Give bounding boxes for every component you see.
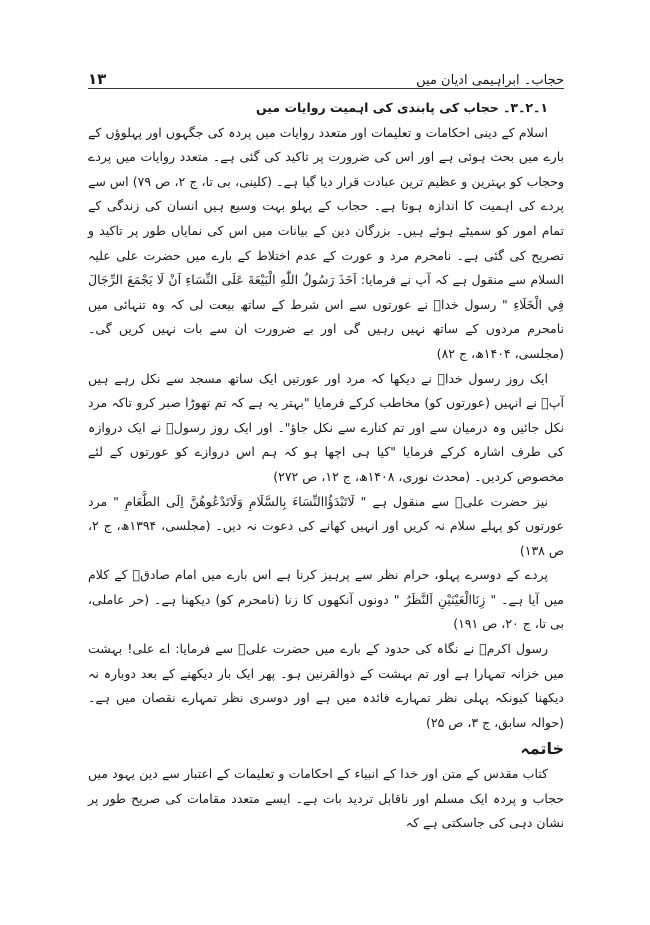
paragraph-4: پردے کے دوسرے پہلو، حرام نظر سے پرہیز کرنا ہے اس بارے میں امام صادقؑ کے کلام میں آیا ہے۔ " زِنَاالْعَيْنَيْنِ اَلنَّظَرُ " دونوں آنکھوں کا زنا (نامحرم کو) دیکھنا ہے۔ (حر عاملی، بی تا، ج ۲۰، ص ۱۹۱) [88, 567, 564, 632]
page-number: ۱۳ [88, 70, 107, 88]
paragraph-5: رسول اکرمؐ نے نگاہ کی حدود کے بارے میں حضرت علیؑ سے فرمایا: اے علی! بہشت میں خزانہ تمہارا ہے اور تم بہشت کے ذوالقرنین ہو۔ پھر ایک بار دیکھنے کے بعد دوبارہ نہ دیکھنا کیونکہ پہلی نظر تمہارے فائدہ میں ہے اور دوسری نظر تمہارے نقصان میں ہے۔ (حوالہ سابق، ج ۳، ص ۲۵) [88, 641, 564, 730]
header-rule [88, 88, 564, 89]
paragraph-1: اسلام کے دینی احکامات و تعلیمات اور متعدد روایات میں پردہ کی جگہوں اور پہلوؤں کے بارے میں بحث ہوئی ہے اور اس کی ضرورت پر تاکید کی گئی ہے۔ متعدد روایات میں پردے وحجاب کو بہترین و عظیم ترین عبادت قرار دیا گیا ہے۔ (کلینی، بی تا، ج ۲، ص ۷۹) اس سے پردے کی اہمیت کا اندازہ ہوتا ہے۔ حجاب کے پہلو بہت وسیع ہیں انسان کی زندگی کے تمام امور کو سمیٹے ہوئے ہیں۔ بزرگان دین کے بیانات میں اس کی نمایاں طور پر تاکید و تصریح کی گئی ہے۔ نامحرم مرد و عورت کے عدم اختلاط کے بارے میں حضرت علی علیہ السلام سے منقول ہے کہ آپ نے فرمایا: اَخَذَ رَسُولُ اللّٰهِ الْبَيْعَةَ عَلَى النِّسَاءِ اَنْ لَا يَجْمَعَ الرِّجَالَ فِي الْخَلَاءِ " رسول خداؐ نے عورتوں سے اس شرط کے ساتھ بیعت لی کہ وہ تنہائی میں نامحرم مردوں کے ساتھ نہیں رہیں گی اور بے ضرورت ان سے بات نہیں کریں گی۔ (مجلسی، ۱۴۰۴ھ، ج ۸۲) [88, 124, 564, 361]
section-heading: ۱۔۲۔۳۔ حجاب کی پابندی کی اہمیت روایات میں [256, 100, 548, 115]
paragraph-3: نیز حضرت علیؑ سے منقول ہے " لَاتَبْدَؤُاالنِّسَاءَ بِالسَّلَامِ وَلَاتَدْعُوهُنَّ اِلَى الطَّعَامِ " مرد عورتوں کو پہلے سلام نہ کریں اور انہیں کھانے کی دعوت نہ دیں۔ (مجلسی، ۱۳۹۴ھ، ج ۲، ص ۱۳۸) [88, 493, 565, 558]
paragraph-2: ایک روز رسول خداؐ نے دیکھا کہ مرد اور عورتیں ایک ساتھ مسجد سے نکل رہے ہیں آپؐ نے انہیں (عورتوں کو) مخاطب کرکے فرمایا "بہتر یہ ہے کہ تم تھوڑا صبر کرو تاکہ مرد نکل جائیں وہ درمیان سے اور تم کنارے سے نکل جاؤ"۔ اور ایک روز رسولؐ نے ایک دروازہ کی طرف اشارہ کرکے فرمایا "کیا ہی اچھا ہو کہ ہم اس دروازے کو عورتوں کے لئے مخصوص کردیں۔ (محدث نوری، ۱۴۰۸ھ، ج ۱۲، ص ۲۷۲) [88, 370, 564, 484]
page-header [88, 60, 564, 88]
conclusion-paragraph: کتاب مقدس کے متن اور خدا کے انبیاء کے احکامات و تعلیمات کے اعتبار سے دین یہود میں حجاب و پردہ ایک مسلم اور ناقابل تردید بات ہے۔ ایسے متعدد مقامات کی صریح طور پر نشان دہی کی جاسکتی ہے کہ [88, 766, 564, 831]
page-body [88, 96, 564, 836]
running-title: حجاب۔ ابراہیمی ادیان میں [416, 73, 564, 88]
conclusion-heading: خاتمہ [520, 739, 564, 759]
